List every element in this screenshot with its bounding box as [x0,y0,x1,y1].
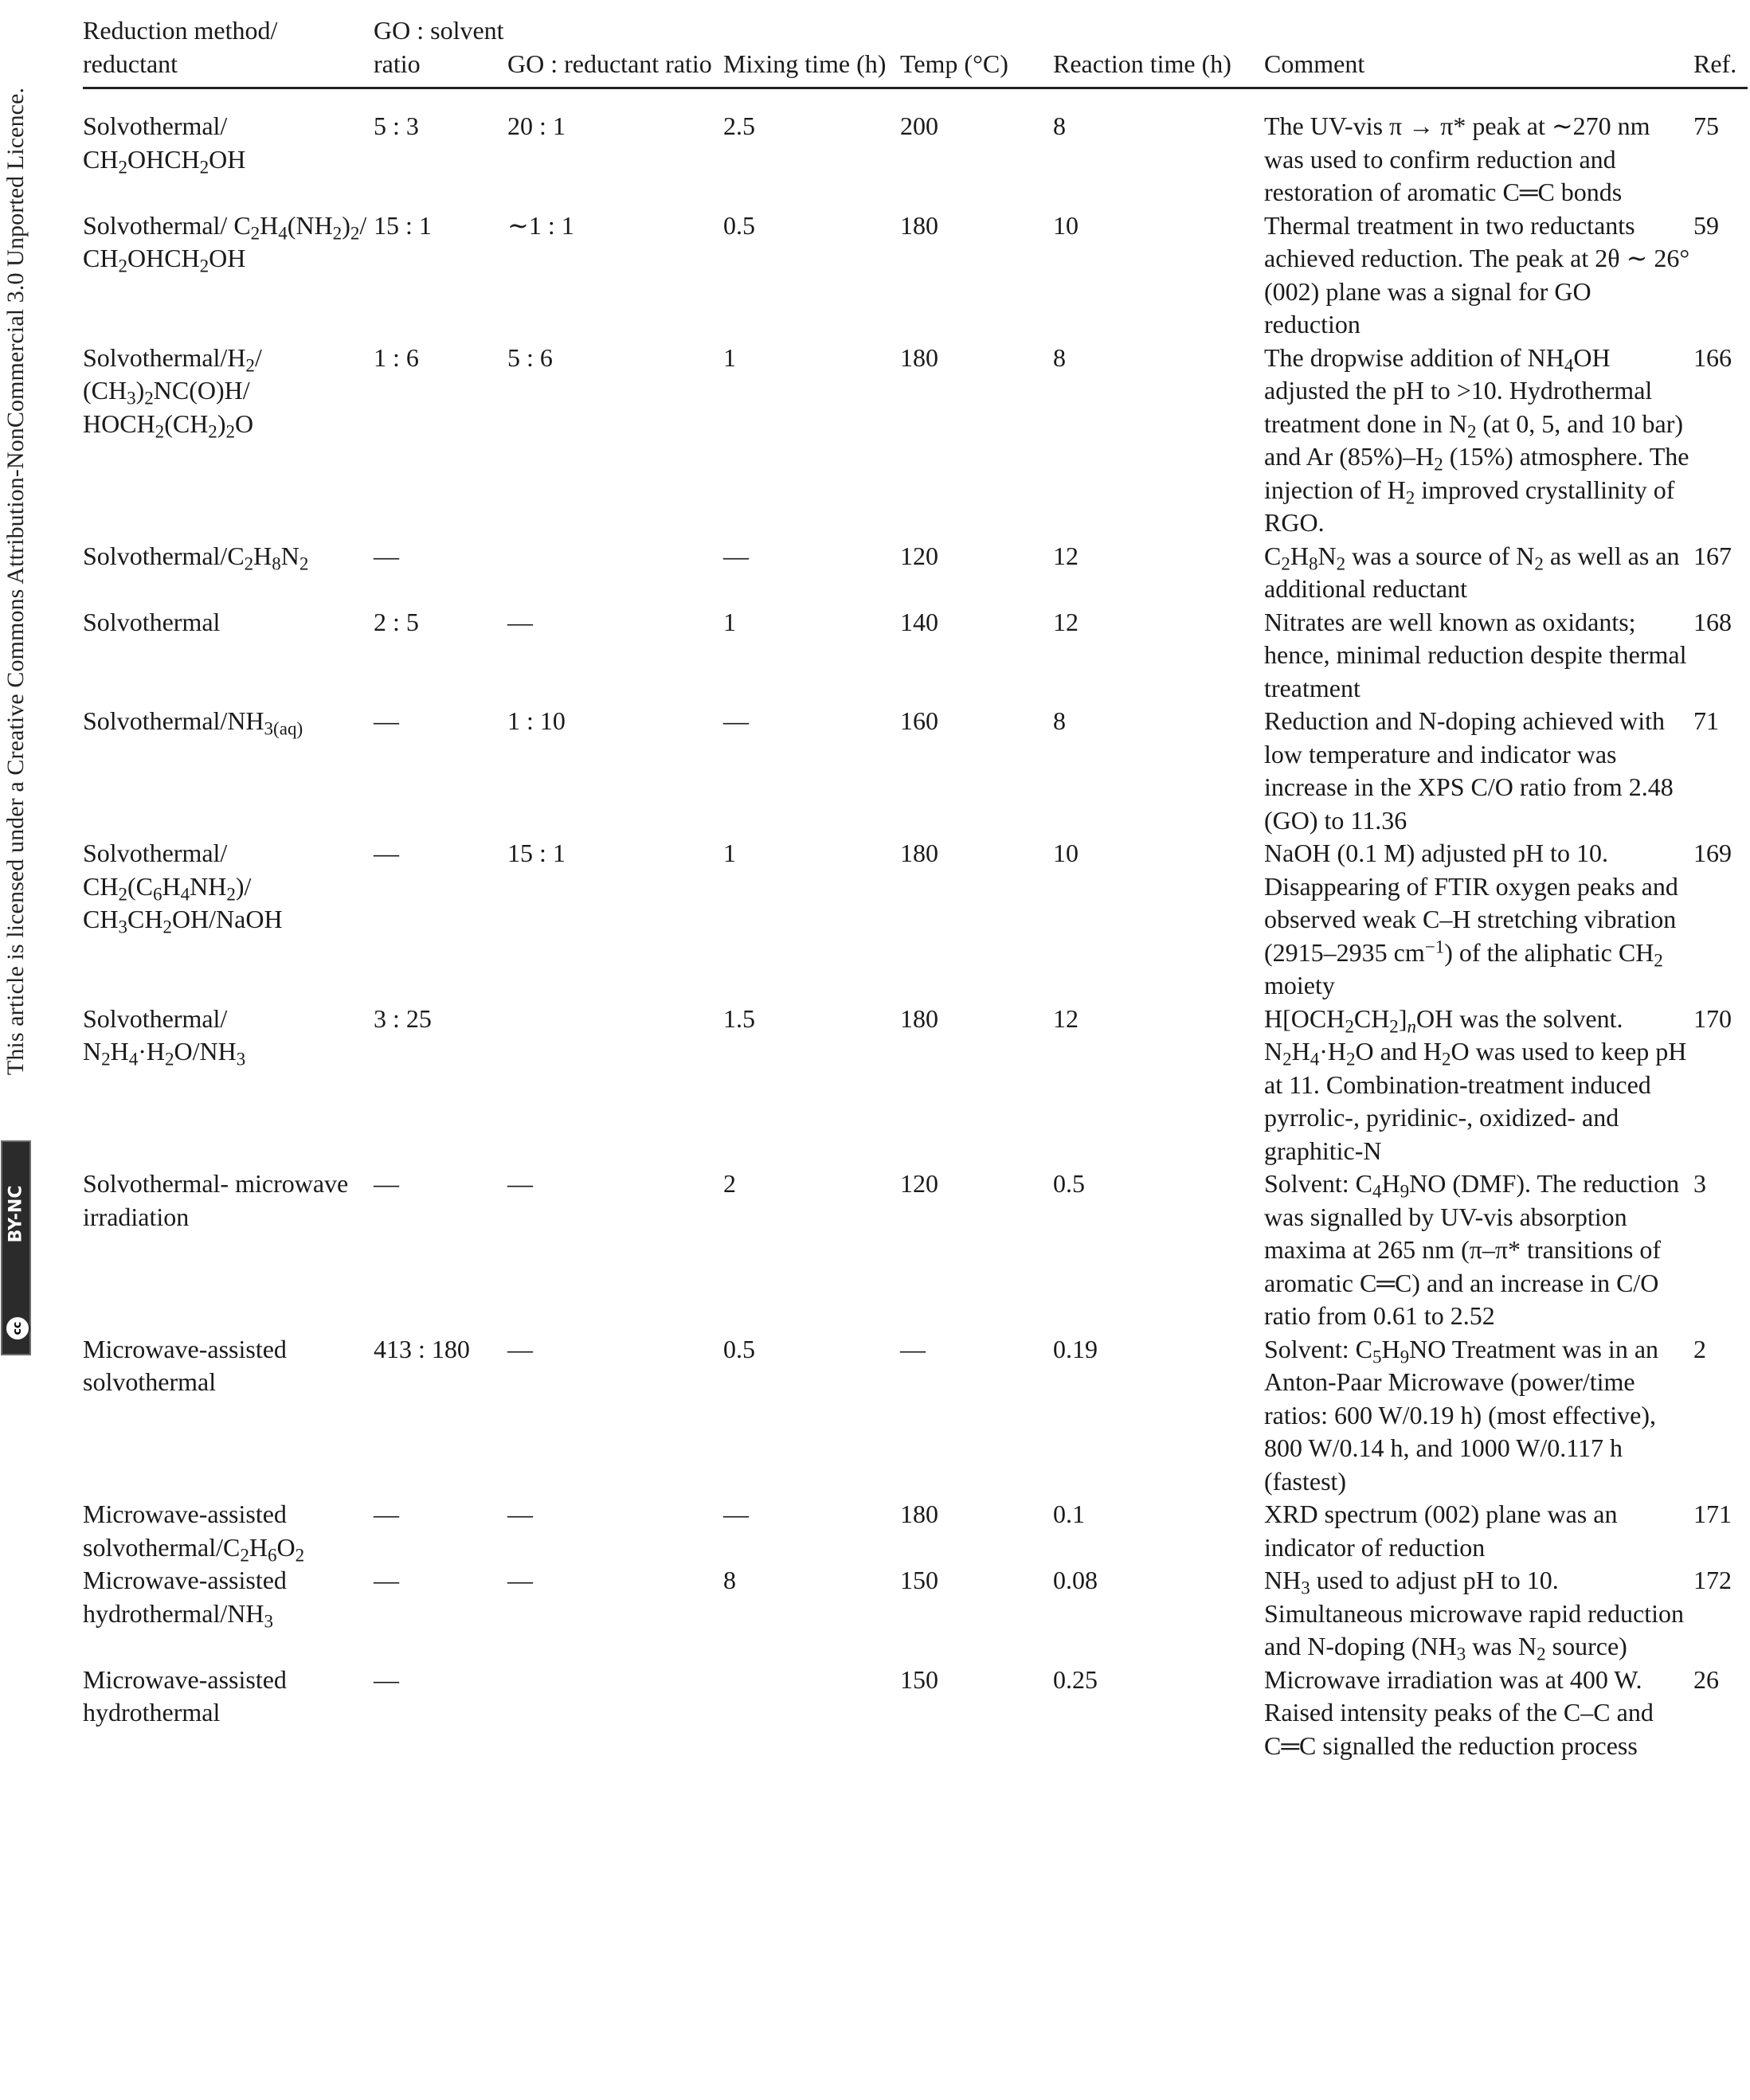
cell-ref: 168 [1693,607,1732,636]
cell-temp: 150 [900,1664,938,1694]
cell-comment: The dropwise addition of $NH_4OH$ adjusted the pH to >10. Hydrothermal treatment done in $N_2$ (at 0, 5, and 10 bar) and Ar $(85\%)-H_2$ (15%) atmosphere. The injection of $H_2$ improved crystallinity of RGO. [1264,342,1689,537]
cell-mixing-time: 8 [723,1566,736,1594]
cell-method: Solvothermal/$NH_{3(aq)}$ [83,706,303,739]
cell-temp: 200 [900,111,938,140]
licence-text-line: This article is licensed under a Creative Commons Attribution-NonCommercial 3.0 Unported Licence. [2,87,29,1076]
cell-go-solvent-ratio: — [374,839,399,867]
cell-temp: 180 [900,210,938,240]
table-row [83,1167,1748,1333]
cell-method: Solvothermal/ $CH_2(C_6H_4NH_2)/$ $CH_3CH_2OH$/NaOH [83,839,283,937]
cell-go-solvent-ratio: 15 : 1 [374,210,432,240]
cell-go-solvent-ratio: — [374,1169,399,1198]
cell-method: Microwave-assisted hydrothermal/$NH_3$ [83,1566,287,1631]
cell-mixing-time: — [723,541,749,570]
table-row [83,1333,1748,1499]
header-reduction-method: Reduction method/ reductant [83,14,374,88]
cell-method: Solvothermal/ $C_2H_4(NH_2)_2/$ $CH_2OHCH_2OH$ [83,210,367,276]
cell-reaction-time: 0.5 [1053,1169,1085,1198]
cell-mixing-time [723,1664,900,1763]
cell-mixing-time: — [723,1500,749,1528]
cell-reaction-time: 8 [1053,111,1066,140]
cell-ref: 2 [1693,1334,1706,1363]
cell-ref: 170 [1693,1003,1732,1033]
cell-temp: — [900,1334,926,1363]
cell-go-reductant-ratio: — [507,607,533,636]
cell-temp: 140 [900,607,938,636]
cell-mixing-time: 0.5 [723,210,755,240]
cell-reaction-time: 0.19 [1053,1334,1098,1363]
header-temp: Temp (°C) [900,14,1053,88]
cell-go-reductant-ratio [507,540,723,606]
cell-go-solvent-ratio: — [374,1664,399,1694]
cell-method: Microwave-assisted hydrothermal [83,1664,287,1727]
cell-method: Solvothermal/ $CH_2OHCH_2OH$ [83,111,246,177]
cell-reaction-time: 12 [1053,541,1079,570]
cell-mixing-time: — [723,706,749,735]
cell-go-reductant-ratio: 20 : 1 [507,111,566,140]
table-row [83,1664,1748,1763]
cell-method: Solvothermal/$H_2/$ $(CH_3)_2NC(O)H/$ $HOCH_2(CH_2)_2O$ [83,342,262,441]
table-row [83,88,1748,209]
cell-ref: 172 [1693,1566,1732,1594]
table-row [83,1564,1748,1664]
licence-sidebar [0,0,35,1370]
cell-go-solvent-ratio: 413 : 180 [374,1334,470,1363]
table-row [83,606,1748,706]
header-go-reductant-ratio: GO : reductant ratio [507,14,723,88]
table-row [83,540,1748,606]
cell-go-reductant-ratio: 15 : 1 [507,839,566,867]
cell-reaction-time: 8 [1053,342,1066,372]
cell-mixing-time: 2 [723,1169,736,1198]
table-row [83,705,1748,837]
cell-go-solvent-ratio: 2 : 5 [374,607,419,636]
cell-comment: $NH_3$ used to adjust pH to 10. Simultaneous microwave rapid reduction and N-doping ($NH_3$ was $N_2$ source) [1264,1566,1684,1664]
table-row [83,1003,1748,1168]
cell-temp: 160 [900,706,938,735]
cell-temp: 120 [900,541,938,570]
cell-go-solvent-ratio: 5 : 3 [374,111,419,140]
cell-mixing-time: 0.5 [723,1334,755,1363]
cell-mixing-time: 1 [723,342,736,372]
cc-logo-icon: cc [5,1316,30,1341]
cell-go-solvent-ratio: — [374,706,399,735]
cell-temp: 120 [900,1169,938,1198]
cell-ref: 167 [1693,541,1732,570]
by-nc-label: BY-NC [6,1185,26,1243]
cell-temp: 150 [900,1566,938,1594]
cell-go-solvent-ratio: — [374,1500,399,1528]
table-row [83,342,1748,540]
cell-reaction-time: 0.25 [1053,1664,1098,1694]
header-comment: Comment [1264,14,1693,88]
table-header [83,14,1748,88]
reduction-methods-table [83,14,1748,1762]
cell-go-reductant-ratio [507,1003,723,1168]
cell-reaction-time: 0.08 [1053,1566,1098,1594]
cell-reaction-time: 12 [1053,607,1079,636]
cell-mixing-time: 1.5 [723,1003,755,1033]
cell-go-reductant-ratio: ∼1 : 1 [507,210,574,240]
cell-go-reductant-ratio [507,1664,723,1763]
cell-comment: Solvent: $C_4H_9NO$ (DMF). The reduction was signalled by UV-vis absorption maxima at 265 nm (π–π* transitions of aromatic C═C) and an increase in C/O ratio from 0.61 to 2.52 [1264,1169,1680,1330]
cell-ref: 75 [1693,111,1719,140]
cell-go-reductant-ratio: — [507,1566,533,1594]
cell-temp: 180 [900,342,938,372]
cell-go-reductant-ratio: — [507,1500,533,1528]
cell-ref: 169 [1693,839,1732,867]
cell-go-solvent-ratio: 3 : 25 [374,1003,432,1033]
cell-method: Solvothermal/ $N_2H_4\cdot H_2O/NH_3$ [83,1003,246,1070]
cell-mixing-time: 1 [723,607,736,636]
cell-temp: 180 [900,839,938,867]
cell-temp: 180 [900,1003,938,1033]
cell-comment: Thermal treatment in two reductants achieved reduction. The peak at 2θ ∼ 26° (002) plane was a signal for GO reduction [1264,210,1690,338]
cell-ref: 3 [1693,1169,1706,1198]
table-row [83,837,1748,1003]
cell-reaction-time: 10 [1053,839,1079,867]
cell-comment: XRD spectrum (002) plane was an indicator of reduction [1264,1500,1618,1562]
cell-ref: 166 [1693,342,1732,372]
licence-text [0,24,34,1139]
cell-ref: 59 [1693,210,1719,240]
cell-method: Solvothermal [83,607,221,636]
header-go-solvent-ratio: GO : solvent ratio [374,14,507,88]
table-row [83,1498,1748,1564]
header-ref: Ref. [1693,14,1748,88]
cell-comment: Solvent: $C_5H_9NO$ Treatment was in an Anton-Paar Microwave (power/time ratios: 600 W/0.19 h) (most effective), 800 W/0.14 h, and 1000 W/0.117 h (fastest) [1264,1334,1659,1496]
cell-reaction-time: 10 [1053,210,1079,240]
cell-comment: The UV-vis π → π* peak at ∼270 nm was used to confirm reduction and restoration of aromatic C═C bonds [1264,111,1650,206]
cell-ref: 171 [1693,1500,1732,1528]
cell-comment: Reduction and N-doping achieved with low temperature and indicator was increase in the XPS C/O ratio from 2.48 (GO) to 11.36 [1264,706,1674,835]
cell-mixing-time: 1 [723,839,736,867]
cell-method: Solvothermal/$C_2H_8N_2$ [83,541,309,573]
cc-by-nc-badge[interactable] [1,1140,31,1355]
cell-reaction-time: 12 [1053,1003,1079,1033]
cell-reaction-time: 8 [1053,706,1066,735]
cell-reaction-time: 0.1 [1053,1500,1085,1528]
cell-go-solvent-ratio: 1 : 6 [374,342,419,372]
cell-comment: NaOH (0.1 M) adjusted pH to 10. Disappearing of FTIR oxygen peaks and observed weak C–H stretching vibration (2915–2935 $cm^{-1}$) of the aliphatic $CH_2$ moiety [1264,839,1678,999]
cell-ref: 26 [1693,1664,1719,1694]
cell-go-solvent-ratio: — [374,541,399,570]
cell-go-reductant-ratio: 1 : 10 [507,706,566,735]
cell-method: Solvothermal- microwave irradiation [83,1169,349,1231]
cell-go-solvent-ratio: — [374,1566,399,1594]
header-reaction-time: Reaction time (h) [1053,14,1264,88]
cell-method: Microwave-assisted solvothermal [83,1334,287,1396]
cell-comment: $H[OCH_2CH_2]_nOH$ was the solvent. $N_2H_4\cdot H_2O$ and $H_2O$ was used to keep pH at 11. Combination-treatment induced pyrrolic-, pyridinic-, oxidized- and graphitic-N [1264,1003,1687,1165]
cell-mixing-time: 2.5 [723,111,755,140]
cell-temp: 180 [900,1500,938,1528]
cell-go-reductant-ratio: — [507,1169,533,1198]
cell-go-reductant-ratio: 5 : 6 [507,342,553,372]
cell-comment: Microwave irradiation was at 400 W. Raised intensity peaks of the C–C and C═C signalled the reduction process [1264,1664,1654,1760]
cell-comment: $C_2H_8N_2$ was a source of $N_2$ as well as an additional reductant [1264,541,1680,603]
header-mixing-time: Mixing time (h) [723,14,900,88]
table-row [83,209,1748,342]
table-body [83,88,1748,1763]
cell-comment: Nitrates are well known as oxidants; hence, minimal reduction despite thermal treatment [1264,607,1687,702]
header-row [83,14,1748,88]
cell-ref: 71 [1693,706,1719,735]
cell-go-reductant-ratio: — [507,1334,533,1363]
cell-method: Microwave-assisted solvothermal/$C_2H_6O_2$ [83,1500,305,1565]
